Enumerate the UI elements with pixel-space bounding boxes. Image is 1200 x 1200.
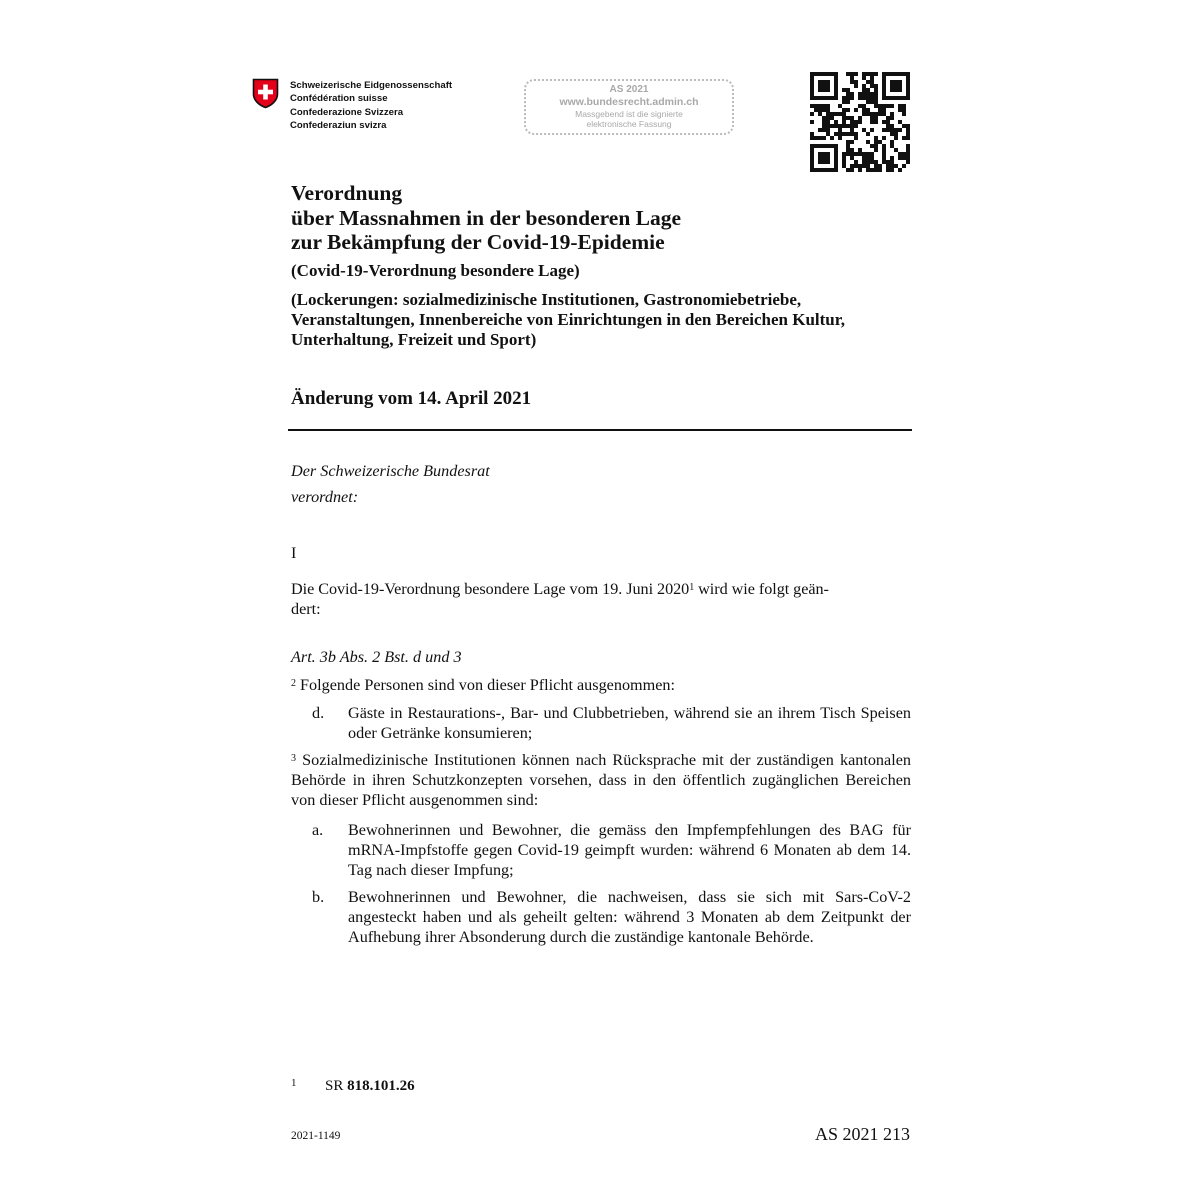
footnote-number: 1 [291,1077,297,1089]
official-collection-number: AS 2021 213 [814,1124,910,1144]
confederation-name-de: Schweizerische Eidgenossenschaft [290,80,453,91]
document-number: 2021-1149 [291,1130,341,1142]
footnote-prefix: SR [325,1078,348,1094]
official-publication-stamp [524,79,734,135]
list-item [312,887,912,967]
confederation-name-fr: Confédération suisse [290,93,388,105]
title-divider [288,429,912,431]
confederation-name-it: Confederazione Svizzera [290,106,404,118]
paragraph-number: 3 [291,753,296,764]
title-line-3: zur Bekämpfung der Covid-19-Epidemie [291,230,665,254]
qr-code-icon [810,72,910,172]
footnote-ref[interactable]: 1 [689,582,695,593]
list-item-text: Gäste in Restaurations-, Bar- und Clubbetrieben, während sie an ihrem Tisch Speisen oder Getränke konsumieren; [348,704,911,742]
paragraph-2 [291,675,675,695]
confederation-names [290,79,452,132]
amendment-date: Änderung vom 14. April 2021 [291,388,532,409]
stamp-website: www.bundesrecht.admin.ch [559,96,699,108]
list-item [312,703,912,743]
title-line-2: über Massnahmen in der besonderen Lage [291,205,682,230]
paragraph-text: Folgende Personen sind von dieser Pflicht ausgenommen: [296,676,675,694]
stamp-note-line2: elektronische Fassung [586,119,672,129]
section-roman-numeral: I [291,544,297,562]
stamp-note-line1: Massgebend ist die signierte [575,109,683,119]
intro-text: Die Covid-19-Verordnung besondere Lage vom 19. Juni 2020 [291,580,690,598]
ordinance-title [291,181,681,255]
list-item-label: d. [312,704,325,722]
title-line-1: Verordnung [291,181,403,205]
confederation-name-rm: Confederaziun svizra [290,119,387,131]
paragraph-3 [291,750,911,810]
intro-text-line2: dert: [291,600,321,618]
stamp-collection: AS 2021 [609,84,649,95]
list-item-text: Bewohnerinnen und Bewohner, die gemäss den Impfempfehlungen des BAG für mRNA-Impfstoffe gegen Covid-19 geimpft wurden: während 6 Monaten ab dem 14. Tag nach dieser Impfung; [348,821,911,879]
paragraph-text: Sozialmedizinische Institutionen können nach Rücksprache mit der zuständigen kantonalen Behörde in ihren Schutzkonzepten vorsehen, dass in den öffentlich zugänglichen Bereichen von dieser Pflicht ausgenommen sind: [291,751,911,809]
paragraph-number: 2 [291,678,296,689]
preamble-verb: verordnet: [291,488,359,506]
short-title: (Covid-19-Verordnung besondere Lage) [291,261,580,280]
preamble-authority: Der Schweizerische Bundesrat [291,462,490,480]
list-item-label: b. [312,888,325,906]
section-intro [291,579,911,619]
swiss-cross-shield-icon [252,78,279,109]
article-heading: Art. 3b Abs. 2 Bst. d und 3 [291,648,462,666]
list-item [312,820,912,880]
intro-text-cont: wird wie folgt geän- [694,580,829,598]
list-item-text: Bewohnerinnen und Bewohner, die nachweisen, dass sie sich mit Sars-CoV-2 angesteckt haben und als geheilt gelten: während 3 Monaten ab dem Zeitpunkt der Aufhebung ihrer Absonderung durch die zuständige kantonale Behörde. [348,888,911,946]
relaxations-subtitle: (Lockerungen: sozialmedizinische Institutionen, Gastronomiebetriebe, Veranstaltungen, Innenbereiche von Einrichtungen in den Bereichen Kultur, Unterhaltung, Freizeit und Sport) [291,290,845,349]
footnote-reference[interactable]: 818.101.26 [347,1078,415,1094]
list-item-label: a. [312,821,324,839]
